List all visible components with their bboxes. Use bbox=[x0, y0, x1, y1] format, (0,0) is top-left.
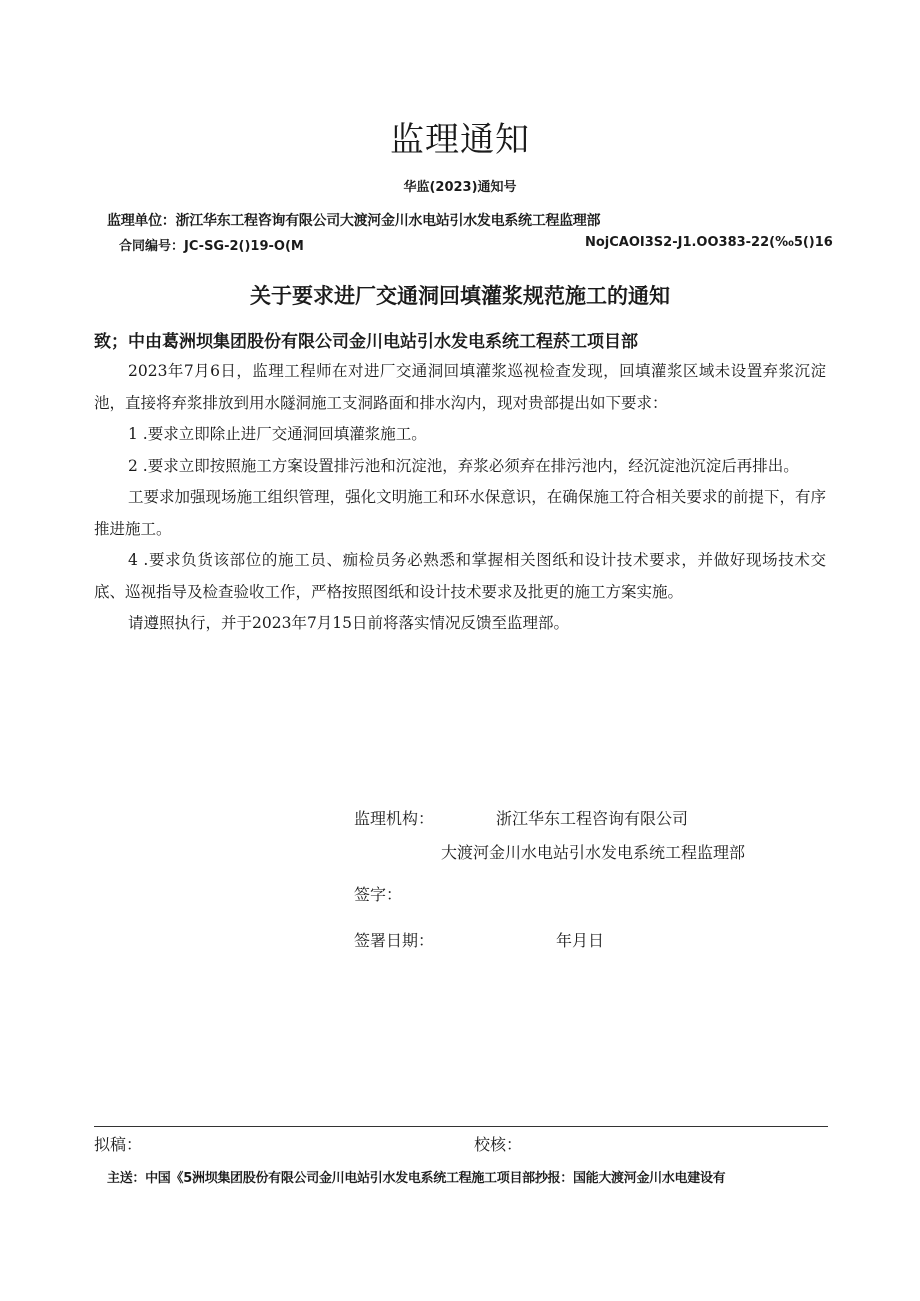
body-paragraph: 1 .要求立即除止进厂交通洞回填灌浆施工。 bbox=[128, 425, 427, 443]
notice-body bbox=[94, 356, 826, 640]
footer-divider bbox=[94, 1126, 828, 1127]
org-label: 监理机构： bbox=[354, 809, 435, 828]
body-paragraph: 2 .要求立即按照施工方案设置排污池和沉淀池，弃浆必须弃在排污池内，经沉淀池沉淀后再排出。 bbox=[128, 456, 799, 475]
notice-subject: 关于要求进厂交通洞回填灌浆规范施工的通知 bbox=[250, 284, 670, 308]
org-name-2: 大渡河金川水电站引水发电系统工程监理部 bbox=[441, 843, 746, 862]
body-paragraph: 2023年7月6日，监理工程师在对进厂交通洞回填灌浆巡视检查发现，回填灌浆区域未设置弃浆沉淀池，直接将弃浆排放到用水隧洞施工支洞路面和排水沟内，现对贵部提出如下要求： bbox=[94, 362, 826, 412]
org-name-1: 浙江华东工程咨询有限公司 bbox=[496, 809, 689, 828]
body-paragraph: 4 .要求负货该部位的施工员、痂检员务必熟悉和掌握相关图纸和设计技术要求，并做好现场技术交底、巡视指导及检查验收工作，严格按照图纸和设计技术要求及批更的施工方案实施。 bbox=[94, 551, 827, 601]
body-paragraph: 请遵照执行，并于2023年7月15日前将落实情况反馈至监理部。 bbox=[128, 614, 570, 632]
contract-number-secondary: NojCAOI3S2-J1.OO383-22(‰5()16 bbox=[585, 235, 833, 250]
document-title: 监理通知 bbox=[390, 120, 530, 160]
sign-label: 签字： bbox=[354, 885, 403, 904]
document-number: 华监(2023)通知号 bbox=[403, 180, 517, 195]
body-paragraph: 工要求加强现场施工组织管理，强化文明施工和环水保意识，在确保施工符合相关要求的前提下，有序推进施工。 bbox=[94, 488, 826, 538]
date-value: 年月日 bbox=[556, 931, 605, 950]
date-label: 签署日期： bbox=[354, 931, 435, 950]
contract-number: 合同编号：JC-SG-2()19-O(M bbox=[119, 239, 304, 254]
recipient: 致；中由葛洲坝集团股份有限公司金川电站引水发电系统工程菸工项目部 bbox=[94, 332, 638, 352]
drafter-label: 拟稿： bbox=[94, 1135, 143, 1154]
supervisor-unit: 监理单位：浙江华东工程咨询有限公司大渡河金川水电站引水发电系统工程监理部 bbox=[107, 213, 601, 229]
distribution-line: 主送：中国《5洲坝集团股份有限公司金川电站引水发电系统工程施工项目部抄报：国能大渡河金川水电建设有 bbox=[107, 1171, 726, 1186]
reviewer-label: 校核： bbox=[474, 1135, 523, 1154]
